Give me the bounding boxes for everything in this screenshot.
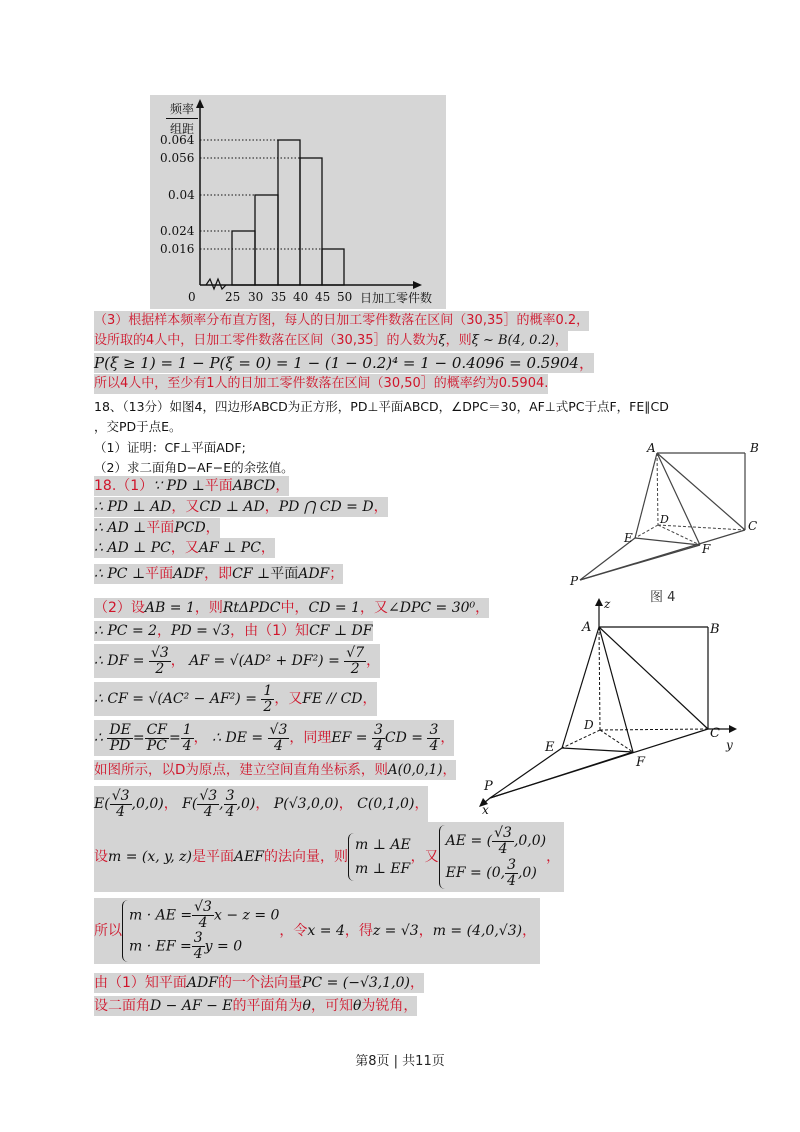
sol1-line3 — [94, 518, 220, 538]
part3-xi: ξ — [438, 333, 446, 348]
fig4-label-F: F — [702, 542, 711, 556]
sol1-line4 — [94, 538, 275, 558]
sol2-l9: ， — [338, 796, 353, 812]
part3-line4: 所以4人中，至少有1人的日加工零件数落在区间（30,50］的概率约为0.5904. — [94, 374, 548, 394]
sol2-m7: m ⊥ EF — [355, 861, 411, 877]
sol2-line-g — [94, 621, 373, 641]
sol2-f5: 中， — [280, 600, 309, 616]
sol2-m6: m ⊥ AE — [355, 837, 411, 853]
axis-break — [206, 279, 226, 289]
part3-line3 — [94, 353, 594, 373]
sol2-i2: ，又 — [274, 691, 303, 707]
sol2-l1: E( — [94, 796, 110, 812]
sol2-n10: ， — [522, 923, 537, 939]
fig5-label-D: D — [584, 718, 594, 732]
part3-line1: （3）根据样本频率分布直方图，每人的日加工零件数落在区间（30,35］的概率0.2， — [94, 311, 589, 331]
sol2-p3: 的平面角为 — [232, 998, 303, 1014]
sol2-n3: m · EF = — [129, 938, 192, 955]
sol2-f7: ，又 — [359, 600, 388, 616]
hist-xtick-40: 40 — [293, 290, 309, 304]
hist-ytick-0016: 0.016 — [160, 242, 195, 256]
sol1-b5: PD ⋂ CD = D — [278, 499, 374, 515]
sol2-p4: θ — [302, 998, 311, 1014]
sol2-h-frac — [149, 646, 171, 677]
sol1-c4: ， — [205, 520, 220, 536]
part3-line3-end: ， — [578, 354, 594, 372]
sol1-line1 — [94, 476, 289, 496]
sol2-line-p — [94, 996, 417, 1016]
sol2-j-frac6 — [427, 723, 440, 754]
sol2-n2: m · AE = — [129, 907, 193, 924]
sol2-n7: z = √3 — [372, 923, 419, 939]
sol2-l2: ,0,0) — [131, 796, 164, 812]
sol2-i3: FE // CD — [302, 691, 363, 707]
sol1-a4: ABCD — [232, 478, 276, 494]
sol2-j-frac5 — [372, 723, 385, 754]
sol2-line-o — [94, 973, 424, 993]
part3-line2-e: ， — [554, 333, 568, 348]
sol2-g5: CF ⊥ DF — [309, 623, 373, 639]
sol1-a1: 18.（1） — [94, 478, 154, 494]
sol2-p1: 设二面角 — [94, 998, 150, 1014]
sol2-g3: PD = √3 — [171, 623, 231, 639]
hist-xlabel: 日加工零件数 — [360, 291, 433, 305]
sol2-j-d5: 4 — [373, 737, 383, 754]
sol2-m-vectors — [439, 825, 546, 889]
sol1-c2: 平面 — [146, 520, 175, 536]
sol2-l4: F( — [182, 796, 198, 812]
sol2-l-n: √3 — [111, 787, 130, 804]
sol2-n8: ， — [418, 923, 433, 939]
sol2-line-m — [94, 822, 564, 892]
sol2-n2-line — [129, 900, 279, 931]
sol1-b4: ， — [264, 499, 279, 515]
sol2-h2: ， — [170, 653, 185, 669]
sol2-m3: 是平面 — [191, 849, 234, 865]
sol2-h1: ∴ DF = — [94, 653, 145, 669]
sol2-h-den: 2 — [155, 660, 165, 677]
sol1-c3: PCD — [174, 520, 206, 536]
sol2-j-n6: 3 — [429, 721, 439, 738]
hist-ylabel-top: 频率 — [170, 102, 195, 116]
part3-line2-c: ，则 — [445, 333, 472, 348]
sol2-n2-frac — [192, 900, 214, 931]
sol2-m10-line — [446, 857, 546, 889]
sol2-m10: EF = (0, — [445, 865, 506, 881]
sol1-c1: ∴ AD ⊥ — [94, 520, 147, 536]
sol1-d1: ∴ AD ⊥ PC — [94, 540, 171, 556]
sol2-l-frac1 — [110, 789, 132, 820]
sol2-n3-line — [129, 931, 279, 962]
sol1-d2: ，又 — [170, 540, 199, 556]
sol2-o1: 由（1）知平面 — [94, 975, 187, 991]
bar-25-30 — [232, 231, 255, 285]
sol2-p6: θ — [352, 998, 362, 1014]
sol2-j-frac4 — [268, 723, 290, 754]
fig4-label-A: A — [647, 441, 656, 455]
fig5-label-F: F — [636, 755, 646, 770]
sol2-l10: C(0,1,0) — [357, 796, 415, 812]
sol2-l-frac2 — [197, 789, 219, 820]
sol2-f3: ，则 — [194, 600, 223, 616]
sol2-m9: AE = ( — [445, 833, 493, 849]
sol1-e5: CF ⊥ — [232, 566, 271, 582]
sol2-j1: ， — [193, 730, 208, 746]
sol2-i-frac — [261, 684, 274, 715]
hist-xtick-30: 30 — [248, 290, 264, 304]
sol2-m1: 设 — [94, 849, 108, 865]
hist-xtick-35: 35 — [271, 290, 287, 304]
sol2-n-system — [122, 900, 279, 962]
fig4-label-D: D — [660, 513, 669, 526]
part3-line2-a: 设所取的4人中，日加工零件数落在区间（30,35］的人数为 — [94, 333, 439, 348]
hist-xtick-50: 50 — [337, 290, 353, 304]
sol2-j-d3: 4 — [182, 737, 192, 754]
sol2-g1: ∴ PC = 2 — [94, 623, 158, 639]
fig5-label-A: A — [582, 620, 592, 635]
sol1-d3: AF ⊥ PC — [198, 540, 261, 556]
sol2-i4: ， — [362, 691, 377, 707]
x-axis-arrow — [413, 281, 422, 289]
sol1-a3: 平面 — [204, 478, 233, 494]
sol2-l-n3: 3 — [225, 787, 235, 804]
sol2-j-frac1 — [107, 723, 132, 754]
sol2-m2: m = (x, y, z) — [108, 849, 192, 865]
sol2-h3: AF = √(AD² + DF²) = — [189, 653, 340, 669]
q18-sub1: （1）证明：CF⊥平面ADF; — [94, 440, 246, 455]
page-footer: 第8页 | 共11页 — [355, 1054, 445, 1069]
sol2-m10b: ,0) — [517, 865, 537, 881]
sol2-l5: , — [219, 796, 224, 812]
sol2-l-frac3 — [224, 789, 237, 820]
part3-prob-eq: P(ξ ≥ 1) = 1 − P(ξ = 0) = 1 − (1 − 0.2)⁴ = 1 − 0.4096 = 0.5904 — [94, 354, 579, 372]
sol2-n2b: x − z = 0 — [213, 907, 280, 924]
histogram-chart — [150, 95, 446, 309]
sol2-l11: ， — [414, 796, 429, 812]
sol2-n3b: y = 0 — [204, 938, 243, 955]
sol2-m10-frac — [505, 858, 518, 889]
hist-origin: 0 — [188, 290, 196, 304]
sol2-j-n4: √3 — [269, 721, 288, 738]
sol2-k3: ， — [442, 762, 457, 778]
sol1-d4: ， — [260, 540, 275, 556]
sol2-m9-d: 4 — [498, 840, 508, 857]
sol2-f1: （2）设 — [94, 600, 145, 616]
sol2-i-den: 2 — [263, 698, 273, 715]
sol2-line-f — [94, 598, 489, 618]
sol1-b2: ，又 — [171, 499, 200, 515]
sol2-m4: AEF — [233, 849, 264, 865]
q18-title2: ，交PD于点E。 — [94, 419, 182, 434]
sol2-j-n3: 1 — [182, 721, 192, 738]
sol2-j3: ，同理 — [289, 730, 332, 746]
sol2-l6: ,0) — [236, 796, 256, 812]
sol2-m11: ， — [546, 849, 561, 865]
sol2-n4: ，令 — [279, 923, 308, 939]
sol2-o5: ， — [409, 975, 424, 991]
sol2-line-j — [94, 720, 454, 756]
fig5-label-C: C — [710, 726, 720, 741]
sol2-f2: AB = 1 — [144, 600, 195, 616]
hist-ylabel-bottom: 组距 — [170, 122, 195, 136]
sol1-e1: ∴ PC ⊥ — [94, 566, 146, 582]
sol2-f4: RtΔPDC — [222, 600, 281, 616]
sol2-m9-line — [446, 825, 546, 857]
sol2-i-num: 1 — [263, 682, 273, 699]
sol2-k1: 如图所示，以D为原点，建立空间直角坐标系，则 — [94, 762, 388, 778]
sol2-f6: CD = 1 — [308, 600, 360, 616]
sol2-l8: P(√3,0,0) — [273, 796, 339, 812]
bar-30-35 — [255, 195, 278, 285]
sol1-line2 — [94, 497, 388, 517]
sol1-e4: ，即 — [204, 566, 233, 582]
sol2-j-d4: 4 — [274, 737, 283, 754]
sol2-h4: ， — [366, 653, 381, 669]
sol2-l-d2: 4 — [203, 803, 213, 820]
sol2-j6: ， — [440, 730, 455, 746]
sol2-h3-frac — [344, 646, 366, 677]
sol2-j-eq: = — [132, 730, 145, 746]
sol2-m9-n: √3 — [494, 824, 512, 841]
sol2-n9: m = (4,0,√3) — [432, 923, 523, 939]
sol1-b6: ， — [373, 499, 388, 515]
hist-ytick-0056: 0.056 — [160, 151, 195, 165]
sol2-j-frac3 — [181, 723, 194, 754]
hist-xtick-25: 25 — [225, 290, 241, 304]
fig5-label-P: P — [484, 779, 493, 794]
sol2-h3-den: 2 — [350, 660, 360, 677]
sol2-g2: ， — [157, 623, 172, 639]
sol2-j-n1: DE — [109, 721, 131, 738]
sol2-n6: ，得 — [344, 923, 373, 939]
sol1-e3: ADF — [173, 566, 205, 582]
sol2-p2: D − AF − E — [150, 998, 233, 1014]
fig5-label-B: B — [710, 622, 720, 637]
sol2-n2-d: 4 — [198, 915, 208, 931]
hist-xtick-45: 45 — [315, 290, 331, 304]
q18-title: 18、（13分）如图4，四边形ABCD为正方形，PD⊥平面ABCD，∠DPC＝30，AF⊥式PC于点F，FE∥CD — [94, 399, 669, 414]
sol2-f9: ， — [475, 600, 490, 616]
bar-35-40 — [278, 140, 300, 285]
sol2-line-k — [94, 760, 456, 780]
sol2-o2: ADF — [186, 975, 218, 991]
sol1-e6: 平面 — [270, 566, 299, 582]
sol2-j5: CD = — [384, 730, 423, 746]
sol2-p7: 为锐角， — [361, 998, 418, 1014]
y-axis-arrow — [196, 99, 204, 108]
sol2-k2: A(0,0,1) — [387, 762, 443, 778]
sol2-o3: 的一个法向量 — [217, 975, 302, 991]
sol2-n5: x = 4 — [307, 923, 345, 939]
sol2-j-d1: PD — [109, 737, 131, 754]
sol2-h3-num: √7 — [346, 644, 365, 661]
sol1-a2: ∵ PD ⊥ — [153, 478, 205, 494]
sol2-m8: ，又 — [410, 849, 439, 865]
sol2-j2: ∴ DE = — [212, 730, 264, 746]
fig4-label-P: P — [570, 574, 579, 588]
sol2-m9b: ,0,0) — [513, 833, 547, 849]
sol2-j4: EF = — [331, 730, 368, 746]
fig4-caption: 图 4 — [650, 590, 676, 605]
sol2-m-system — [348, 833, 411, 881]
sol2-j-d6: 4 — [429, 737, 439, 754]
sol1-a5: ， — [275, 478, 290, 494]
part3-line2 — [94, 331, 568, 351]
sol2-j-frac2 — [145, 723, 169, 754]
sol2-j-n2: CF — [146, 721, 167, 738]
sol2-n3-n: 3 — [193, 930, 203, 946]
sol2-n1: 所以 — [94, 923, 122, 939]
hist-ytick-004: 0.04 — [168, 188, 195, 202]
sol2-l-d: 4 — [116, 803, 126, 820]
sol2-m5: 的法向量，则 — [264, 849, 348, 865]
sol2-n3-d: 4 — [193, 946, 203, 962]
sol1-line5 — [94, 564, 343, 584]
fig4-label-E: E — [624, 531, 633, 545]
bar-40-45 — [300, 158, 322, 285]
fig4-label-B: B — [750, 441, 759, 455]
sol2-f8: ∠DPC = 30⁰ — [387, 600, 476, 616]
sol2-n3-frac — [192, 931, 205, 962]
sol2-i1: ∴ CF = √(AC² − AF²) = — [94, 691, 257, 707]
sol2-j-n5: 3 — [373, 721, 383, 738]
sol2-j-pre: ∴ — [94, 730, 103, 746]
sol2-p5: ，可知 — [310, 998, 353, 1014]
sol2-m9-frac — [492, 826, 514, 857]
fig4-label-C: C — [748, 519, 758, 533]
sol2-j-d2: PC — [146, 737, 167, 754]
hist-ytick-0064: 0.064 — [160, 133, 195, 147]
hist-ytick-0024: 0.024 — [160, 224, 195, 238]
sol2-line-h — [94, 644, 380, 678]
sol2-j-eq2: = — [169, 730, 181, 746]
sol1-e8: ； — [329, 566, 344, 582]
fig5-axis-z: z — [604, 597, 611, 611]
fig5-label-E: E — [545, 740, 555, 755]
sol2-l7: ， — [255, 796, 270, 812]
sol2-line-n — [94, 898, 540, 964]
part3-binomial: ξ ~ B(4, 0.2) — [471, 333, 555, 348]
q18-sub2: （2）求二面角D−AF−E的余弦值。 — [94, 460, 294, 475]
bar-45-50 — [322, 249, 344, 285]
hist-ylabel-rule — [166, 118, 198, 119]
sol2-o4: PC = (−√3,1,0) — [301, 975, 410, 991]
sol2-line-i — [94, 682, 377, 716]
sol2-g4: ，由（1）知 — [230, 623, 310, 639]
sol1-e7: ADF — [298, 566, 330, 582]
sol2-h-num: √3 — [150, 644, 169, 661]
sol1-e2: 平面 — [145, 566, 174, 582]
fig5-axis-x: x — [482, 803, 489, 817]
sol2-m10-d: 4 — [507, 872, 516, 889]
sol2-l-n2: √3 — [199, 787, 218, 804]
sol2-line-l — [94, 786, 428, 822]
sol1-b1: ∴ PD ⊥ AD — [94, 499, 172, 515]
sol2-l-d3: 4 — [225, 803, 235, 820]
sol2-n2-n: √3 — [194, 899, 212, 915]
sol2-l3: ， — [163, 796, 178, 812]
sol2-m10-n: 3 — [507, 856, 516, 873]
fig5-axis-y: y — [726, 738, 733, 752]
sol1-b3: CD ⊥ AD — [199, 499, 265, 515]
